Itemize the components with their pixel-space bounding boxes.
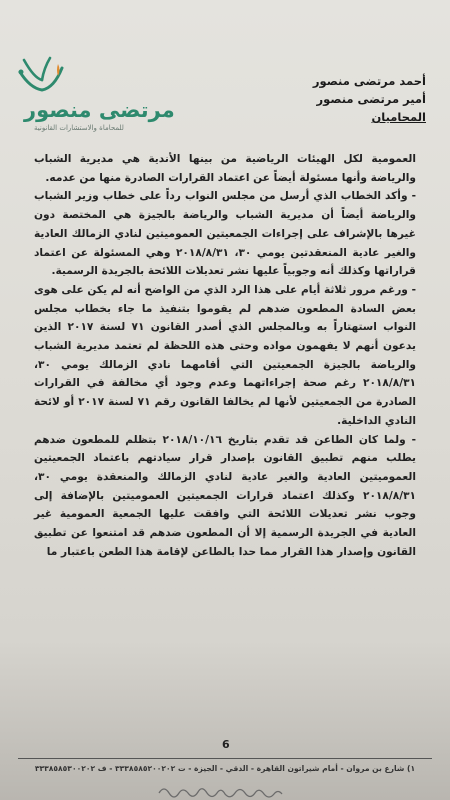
paragraph-3: - ورغم مرور ثلاثة أيام على هذا الرد الذي من الواضح أنه لم يكن على هوى بعض السادة المطعون ضدهم لم يقوموا بتنفيذ ما جاء بخطاب مجلس النواب استهتاراً به وبالمجلس الذي أصدر القانون ٧١ لسنة ٢٠١٧ الذين يدعون أنهم لا يفهمون مواده وحتى هذه اللحظة لم تعتمد مديرية الشباب والرياضة بالجيزة الجمعيتين التي أقامهما نادي الزمالك يومي ٣٠، ٢٠١٨/٨/٣١ رغم صحة إجراءاتهما وعدم وجود أي مخالفة في القرارات الصادرة من الجمعيتين لأنها لم يخالفا القانون رقم ٧١ لسنة ٢٠١٧ أو لائحة النادي الداخلية.: [34, 283, 416, 427]
lawyer-name-2: أمير مرتضى منصور: [316, 92, 426, 106]
handwritten-signature: [155, 781, 305, 799]
footer-divider: [18, 758, 432, 759]
page-number: 6: [222, 738, 230, 751]
letterhead-names: [313, 72, 426, 126]
lawyers-title: المحاميان: [371, 110, 426, 124]
paragraph-4: - ولما كان الطاعن قد تقدم بتاريخ ٢٠١٨/١٠/١٦ بتظلم للمطعون ضدهم يطلب منهم تطبيق القانون بإصدار قرار سيادتهم باعتماد الجمعيتين العموميتين العادية والغير عادية لنادي الزمالك والمنعقدة يومي ٣٠، ٢٠١٨/٨/٣١ وكذلك اعتماد قرارات الجمعيتين العموميتين بالإضافة إلى وجوب نشر تعديلات اللائحة التي وافقت عليها الجمعية العمومية غير العادية في الجريدة الرسمية إلا أن المطعون ضدهم قد امتنعوا عن تطبيق القانون وإصدار هذا القرار مما حدا بالطاعن لإقامة هذا الطعن باعتبار ما: [34, 433, 416, 558]
logo-tagline: للمحاماة والاستشارات القانونية: [34, 124, 124, 132]
firm-logo: [4, 50, 175, 145]
footer-address: ١) شارع بن مروان - أمام شيراتون القاهرة - الدقي - الجيزة - ت ٣٣٣٨٥٨٥٢٠٠٢٠٢ - ف ٣٣٣٨٥٨٥٣٠٠٢٠٢: [34, 764, 416, 773]
lawyer-name-1: أحمد مرتضى منصور: [312, 74, 426, 88]
paragraph-1: العمومية لكل الهيئات الرياضية من بينها الأندية هي مديرية الشباب والرياضة وأنها مسئولة أيضاً عن اعتماد القرارات الصادرة منها من عدمه.: [34, 153, 416, 184]
document-body: [34, 150, 416, 561]
logo-name: مرتضى منصور: [24, 98, 175, 122]
paragraph-2: - وأكد الخطاب الذي أرسل من مجلس النواب رداً على خطاب وزير الشباب والرياضة أيضاً أن مديرية الشباب والرياضة بالجيزة هي المختصة دون غيرها بالإشراف على إجراءات الجمعيتين العموميتين لنادي الزمالك العادية والغير عادية المنعقدتين يومي ٣٠، ٢٠١٨/٨/٣١ وهي المسئولة عن اعتماد قراراتها وكذلك أنه وجوبياً عليها نشر تعديلات اللائحة بالجريدة الرسمية.: [34, 190, 416, 278]
